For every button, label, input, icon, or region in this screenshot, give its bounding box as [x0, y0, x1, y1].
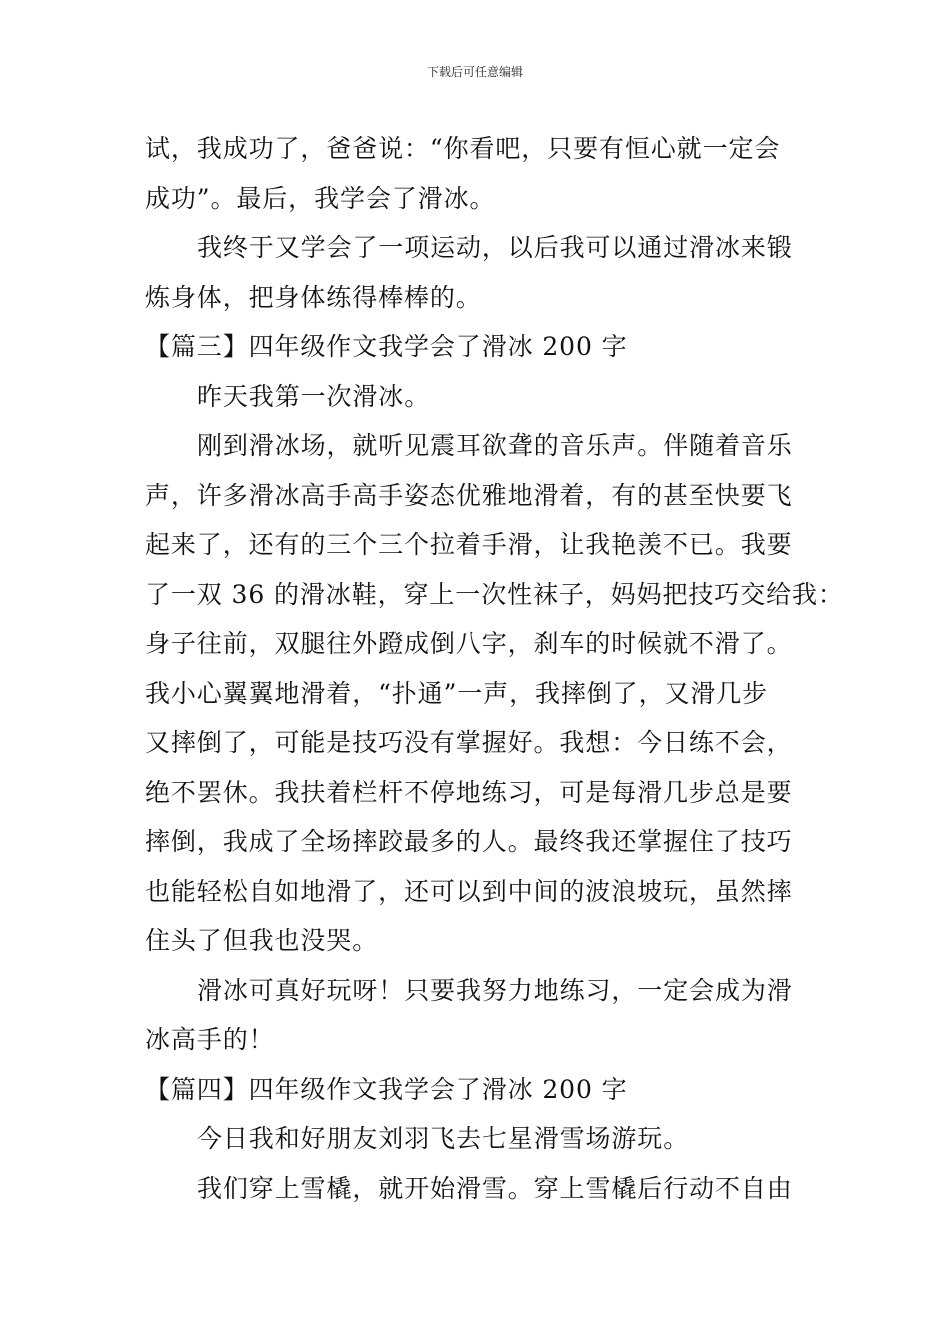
text-line: 又摔倒了，可能是技巧没有掌握好。我想：今日练不会， — [145, 728, 793, 757]
text-line: 起来了，还有的三个三个拉着手滑，让我艳羡不已。我要 — [145, 530, 793, 559]
text-line: 成功”。最后，我学会了滑冰。 — [145, 183, 496, 213]
text-line: 炼身体，把身体练得棒棒的。 — [145, 282, 482, 312]
text-line: 声，许多滑冰高手高手姿态优雅地滑着，有的甚至快要飞 — [145, 480, 793, 510]
document-body — [145, 124, 844, 1213]
text-line: 滑冰可真好玩呀！只要我努力地练习，一定会成为滑 — [197, 975, 793, 1005]
text-line: 我终于又学会了一项运动，以后我可以通过滑冰来锻 — [197, 233, 793, 262]
text-line: 绝不罢休。我扶着栏杆不停地练习，可是每滑几步总是要 — [145, 777, 793, 807]
text-line: 我小心翼翼地滑着，“扑通”一声，我摔倒了，又滑几步 — [145, 678, 769, 708]
text-line: 住头了但我也没哭。 — [145, 926, 379, 955]
text-line: 刚到滑冰场，就听见震耳欲聋的音乐声。伴随着音乐 — [197, 431, 793, 460]
text-line: 我们穿上雪橇，就开始滑雪。穿上雪橇后行动不自由 — [197, 1173, 793, 1203]
text-line: 昨天我第一次滑冰。 — [197, 381, 431, 411]
text-line: 试，我成功了，爸爸说：“你看吧，只要有恒心就一定会 — [145, 134, 781, 163]
text-line: 身子往前，双腿往外蹬成倒八字，刹车的时候就不滑了。 — [145, 629, 793, 658]
text-line: 摔倒，我成了全场摔跤最多的人。最终我还掌握住了技巧 — [145, 827, 793, 856]
text-line: 冰高手的！ — [145, 1025, 275, 1054]
page-header: 下载后可任意编辑 — [426, 65, 523, 79]
text-line: 了一双 36 的滑冰鞋，穿上一次性袜子，妈妈把技巧交给我： — [145, 579, 844, 609]
section-heading: 【篇三】四年级作文我学会了滑冰 200 字 — [145, 332, 628, 361]
text-line: 今日我和好朋友刘羽飞去七星滑雪场游玩。 — [197, 1124, 690, 1153]
section-heading: 【篇四】四年级作文我学会了滑冰 200 字 — [145, 1074, 628, 1104]
text-line: 也能轻松自如地滑了，还可以到中间的波浪坡玩，虽然摔 — [145, 876, 793, 906]
